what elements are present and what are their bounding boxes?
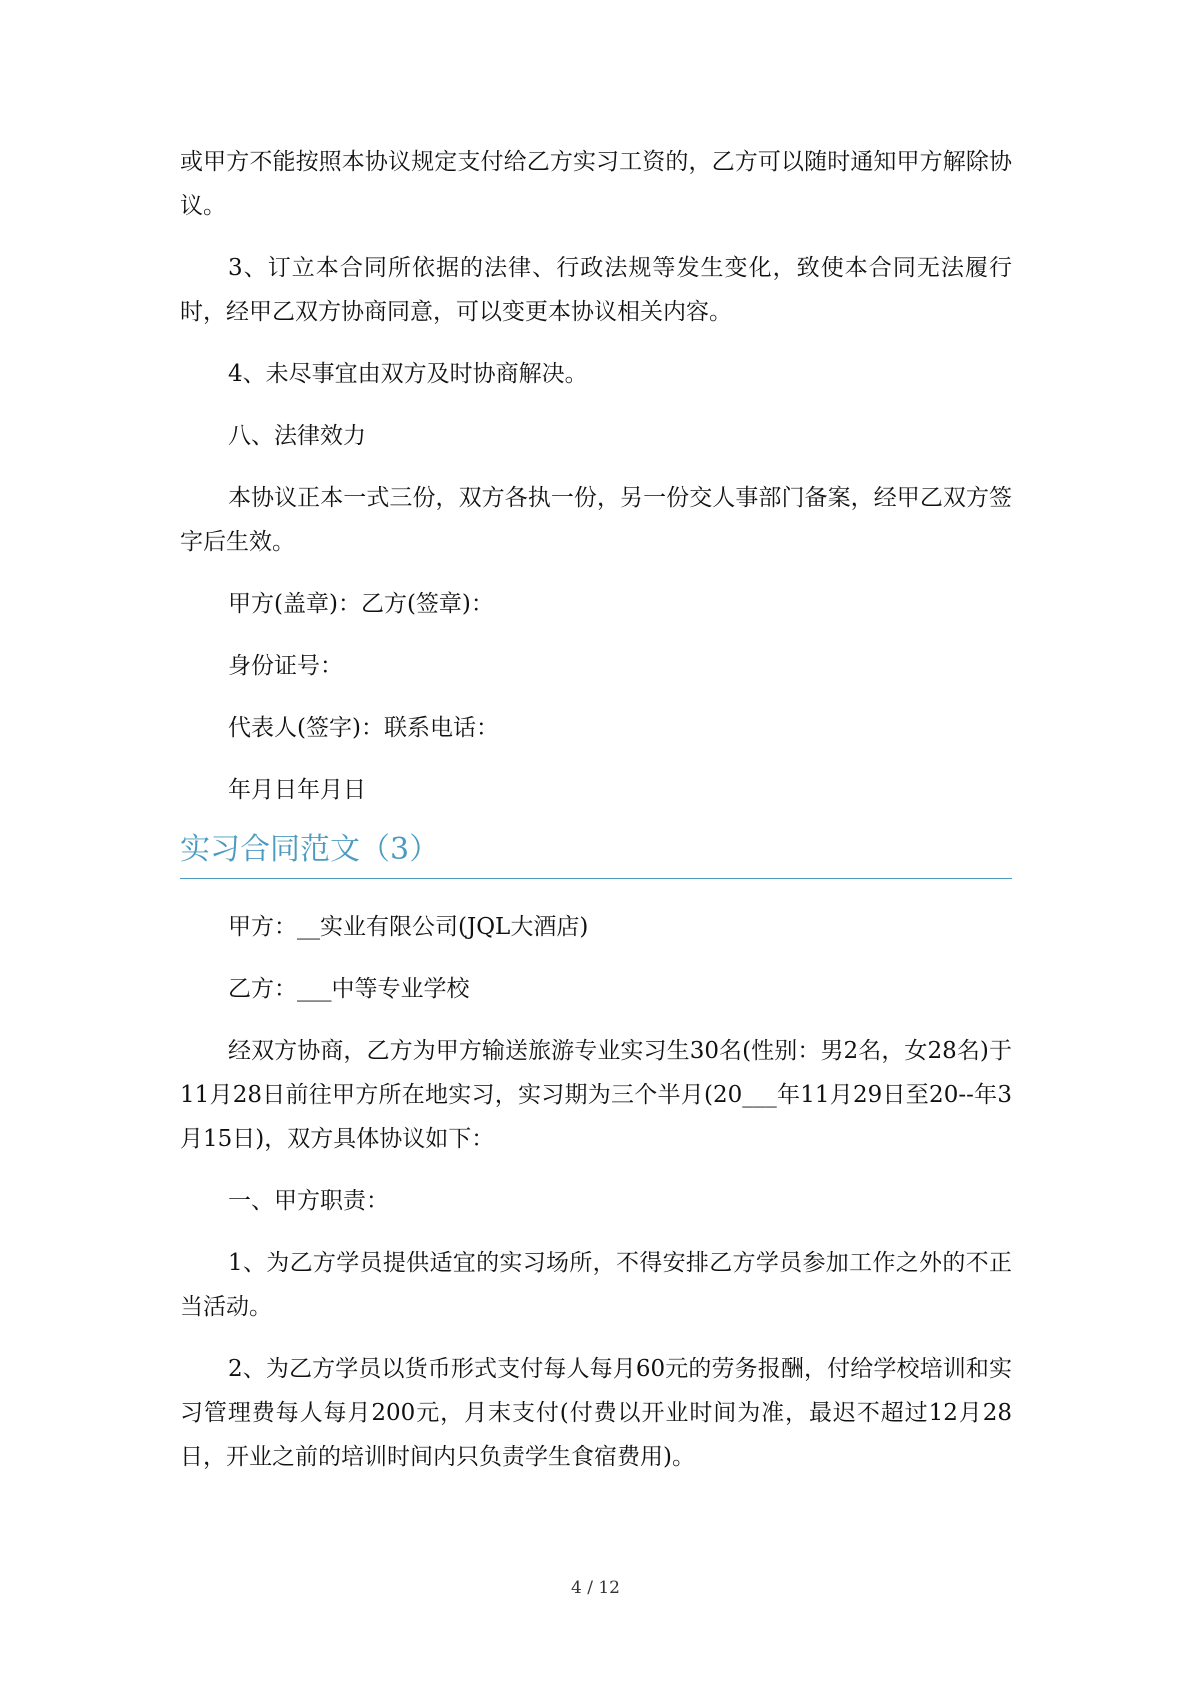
paragraph: 4、未尽事宜由双方及时协商解决。: [228, 361, 588, 387]
section-subheading: 一、甲方职责：: [228, 1188, 389, 1214]
party-a-line: 甲方：__实业有限公司(JQL大酒店): [228, 914, 589, 940]
paragraph: 1、为乙方学员提供适宜的实习场所，不得安排乙方学员参加工作之外的不正当活动。: [180, 1250, 1012, 1320]
paragraph: 3、订立本合同所依据的法律、行政法规等发生变化，致使本合同无法履行时，经甲乙双方协商同意，可以变更本协议相关内容。: [180, 255, 1012, 325]
page-number: 4 / 12: [571, 1578, 620, 1598]
id-number-line: 身份证号：: [228, 653, 343, 679]
section-heading: 实习合同范文（3）: [180, 830, 1012, 879]
paragraph: 本协议正本一式三份，双方各执一份，另一份交人事部门备案，经甲乙双方签字后生效。: [180, 485, 1012, 555]
paragraph: 2、为乙方学员以货币形式支付每人每月60元的劳务报酬，付给学校培训和实习管理费每人每月200元，月末支付(付费以开业时间为准，最迟不超过12月28日，开业之前的培训时间内只负责学生食宿费用)。: [180, 1356, 1012, 1470]
date-line: 年月日年月日: [228, 777, 366, 803]
party-b-line: 乙方：___中等专业学校: [228, 976, 470, 1002]
document-content: [180, 140, 1012, 1497]
section-subheading: 八、法律效力: [228, 423, 366, 449]
signature-line: 甲方(盖章)：乙方(签章)：: [228, 591, 494, 617]
representative-line: 代表人(签字)：联系电话：: [228, 715, 499, 741]
paragraph: 经双方协商，乙方为甲方输送旅游专业实习生30名(性别：男2名，女28名)于11月28日前往甲方所在地实习，实习期为三个半月(20___年11月29日至20--年3月15日)，双方具体协议如下：: [180, 1038, 1012, 1152]
paragraph: 或甲方不能按照本协议规定支付给乙方实习工资的，乙方可以随时通知甲方解除协议。: [180, 149, 1012, 219]
